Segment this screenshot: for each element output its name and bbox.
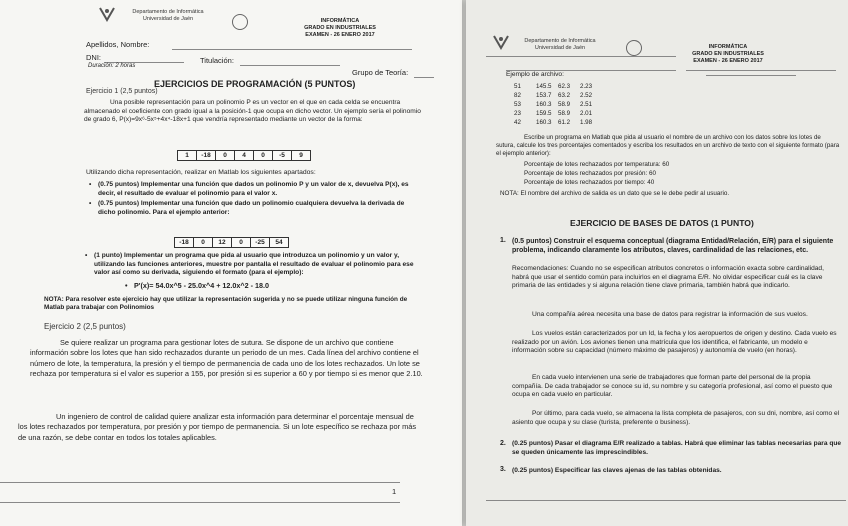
db-question-1: (0.5 puntos) Construir el esquema conceptual (diagrama Entidad/Relación, E/R) para el siguiente problema, indicando claramente los atributos, claves, cardinalidad de las relaciones, etc.	[512, 238, 834, 254]
task-1: • (0.75 puntos) Implementar una función que dados un polinomio P y un valor de x, devuelva P(x), es decir, el resultado de evaluar el polinomio para el valor x.	[98, 181, 418, 198]
flights-paragraph: Los vuelos están caracterizados por un Id, la fecha y los aeropuertos de origen y destino. Cada vuelo es realizado por un avión. Los aviones tienen una matrícula que los identifica, el fabricante, un modelo e información sobre su capacidad (número máximo de pasajeros) y autonomía de vuelo (en horas).	[512, 330, 837, 355]
file-cell: 160.3	[536, 101, 552, 108]
file-cell: 63.2	[558, 92, 571, 99]
file-cell: 23	[514, 110, 521, 117]
duration-text: Duración: 2 horas	[88, 63, 136, 69]
company-paragraph: Una compañía aérea necesita una base de datos para registrar la información de sus vuelos.	[532, 311, 808, 318]
file-row	[514, 92, 602, 100]
file-cell: 58.9	[558, 110, 571, 117]
task-3: • (1 punto) Implementar un programa que pida al usuario que introduzca un polinomio y un valor y, utilizando las funciones anteriores, muestre por pantalla el resultado de evaluar el polinomio para ese valor así como su derivada, siguiendo el formato (para el ejemplo):	[94, 252, 424, 278]
vector-cell: -18	[197, 151, 216, 161]
university-seal-icon	[232, 14, 248, 30]
exam-header: INFORMÁTICA GRADO EN INDUSTRIALES EXAMEN - 26 ENERO 2017	[692, 44, 764, 64]
vector-cell: 54	[270, 238, 289, 248]
derivative-vector	[174, 237, 289, 248]
group-label: Grupo de Teoría:	[352, 68, 409, 77]
vector-cell: 0	[232, 238, 251, 248]
file-row	[514, 119, 602, 127]
file-example-label: Ejemplo de archivo:	[506, 71, 564, 78]
file-cell: 160.3	[536, 119, 552, 126]
file-cell: 62.3	[558, 83, 571, 90]
polynomial-vector	[177, 150, 311, 161]
vector-cell: 9	[292, 151, 311, 161]
degree-label: Titulación:	[200, 56, 234, 65]
vector-cell: 0	[254, 151, 273, 161]
vector-cell: 4	[235, 151, 254, 161]
exercise-2-analysis: Un ingeniero de control de calidad quiere analizar esta información para determinar el porcentaje mensual de los lotes rechazados por temperatura, por presión y por tiempo de permanencia. Si un lote específico se rechaza por más de una razón, se debe contar en todos los totales aplicables.	[18, 412, 417, 442]
vector-cell: 0	[216, 151, 235, 161]
recommendations: Recomendaciones: Cuando no se especifican atributos concretos o información exacta sobre cardinalidad, habrá que usar el sentido común para incluirlos en el diagrama E/R. No olvidar especificar cuál es la clave primaria de las entidades y si alguna relación tiene clave primaria, también habrá que indicarlo.	[512, 265, 824, 290]
file-cell: 1.98	[580, 119, 593, 126]
file-row	[514, 110, 602, 118]
file-cell: 2.23	[580, 83, 593, 90]
file-cell: 61.2	[558, 119, 571, 126]
output-line-temperature: Porcentaje de lotes rechazados por temperatura: 60	[524, 161, 670, 168]
vector-cell: -25	[251, 238, 270, 248]
dni-label: DNI:	[86, 53, 101, 62]
db-question-3: (0.25 puntos) Especificar las claves ajenas de las tablas obtenidas.	[512, 467, 722, 474]
file-row	[514, 101, 602, 109]
page-number: 1	[392, 487, 397, 496]
file-cell: 159.5	[536, 110, 552, 117]
formula-example: • P'(x)= 54.0x^5 - 25.0x^4 + 12.0x^2 - 18.0	[134, 281, 269, 290]
write-program-text: Escribe un programa en Matlab que pida al usuario el nombre de un archivo con los datos sobre los lotes de sutura, calcule los tres porcentajes comentados y escriba los resultados en un archivo de texto con el siguiente formato (para el ejemplo anterior):	[496, 134, 840, 157]
department-name: Departamento de Informática Universidad de Jaén	[524, 38, 596, 51]
database-section-title: EJERCICIO DE BASES DE DATOS (1 PUNTO)	[570, 218, 754, 228]
passengers-paragraph: Por último, para cada vuelo, se almacena la lista completa de pasajeros, con su dni, nombre, así como el asiento que ocupa y su clase (turista, preferente o business).	[512, 410, 840, 426]
right-note: NOTA: El nombre del archivo de salida es un dato que se le debe pedir al usuario.	[500, 190, 730, 197]
file-cell: 53	[514, 101, 521, 108]
file-cell: 42	[514, 119, 521, 126]
workers-paragraph: En cada vuelo intervienen una serie de trabajadores que forman parte del personal de la propia compañía. De cada trabajador se conoce su id, su nombre y su categoría profesional, así como el puesto que ocupa en cada vuelo en particular.	[512, 374, 833, 399]
university-logo-icon	[492, 34, 510, 50]
vector-cell: -18	[175, 238, 194, 248]
vector-cell: -5	[273, 151, 292, 161]
output-line-time: Porcentaje de lotes rechazados por tiempo: 40	[524, 179, 655, 186]
exercise-1-intro: Una posible representación para un polinomio P es un vector en el que en cada celda se encuentra almacenado el coeficiente con grado igual a la posición-1 que ocupa en dicho vector. Un ejemplo sería el polinomio de grado 6, P(x)=9x⁶-5x⁵+4x⁴-18x+1 que vendría representado mediante un vector de la forma:	[84, 99, 421, 124]
output-line-pressure: Porcentaje de lotes rechazados por presión: 60	[524, 170, 656, 177]
department-name: Departamento de Informática Universidad de Jaén	[132, 9, 204, 22]
university-seal-icon	[626, 40, 642, 56]
file-cell: 58.9	[558, 101, 571, 108]
exercise-2-description: Se quiere realizar un programa para gestionar lotes de sutura. Se dispone de un archivo que contiene información sobre los lotes que han sido rechazados durante un periodo de un mes. Cada línea del archivo contiene el número de lote, la temperatura, la presión y el tiempo de permanencia de cada uno de los lotes rechazados. Un lote se rechaza por temperatura si el valor es superior a 155, por presión si es superior a 60 y por tiempo si es menor que 2.10.	[30, 338, 423, 379]
university-logo-icon	[98, 6, 116, 22]
db-question-2: (0.25 puntos) Pasar el diagrama E/R realizado a tablas. Habrá que eliminar las tablas necesarias para que se queden únicamente las imprescindibles.	[512, 440, 842, 456]
exercise-1-note: NOTA: Para resolver este ejercicio hay que utilizar la representación sugerida y no se puede utilizar ninguna función de Matlab para trabajar con Polinomios	[44, 296, 408, 312]
vector-cell: 12	[213, 238, 232, 248]
exercise-2-title: Ejercicio 2 (2,5 puntos)	[44, 322, 126, 331]
using-representation-text: Utilizando dicha representación, realizar en Matlab los siguientes apartados:	[86, 169, 316, 176]
file-cell: 145.5	[536, 83, 552, 90]
task-2: • (0.75 puntos) Implementar una función que dado un polinomio cualquiera devuelva la derivada de dicho polinomio. Para el ejemplo anterior:	[98, 200, 418, 217]
file-cell: 82	[514, 92, 521, 99]
programming-section-title: EJERCICIOS DE PROGRAMACIÓN (5 PUNTOS)	[154, 79, 356, 89]
vector-cell: 0	[194, 238, 213, 248]
file-row	[514, 83, 602, 91]
exam-header: INFORMÁTICA GRADO EN INDUSTRIALES EXAMEN - 26 ENERO 2017	[304, 18, 376, 38]
file-cell: 153.7	[536, 92, 552, 99]
exercise-1-title: Ejercicio 1 (2,5 puntos)	[86, 88, 158, 95]
file-cell: 2.52	[580, 92, 593, 99]
file-cell: 2.51	[580, 101, 593, 108]
vector-cell: 1	[178, 151, 197, 161]
file-cell: 2.01	[580, 110, 593, 117]
surname-label: Apellidos, Nombre:	[86, 40, 150, 49]
file-cell: 51	[514, 83, 521, 90]
exam-page-right: Departamento de Informática Universidad de Jaén INFORMÁTICA GRADO EN INDUSTRIALES EXAMEN - 26 ENERO 2017 Ejemplo de archivo: 51 145.5 62.3 2.23 82 153.7 63.2 2.52 53 160.3 58.9 2.51 23 159.5 58.9 2.01 42 160.3 61.2 1.98 Escribe un programa en Matlab que pida al usuario el nombre de un archivo con los datos sobre los lotes de sutura, calcule los tres porcentajes comentados y escriba los resultados en un archivo de texto con el siguiente formato (para el ejemplo anterior): Porcentaje de lotes rechazados por temperatura: 60 Porcentaje de lotes rechazados por presión: 60 Porcentaje de lotes rechazados por tiempo: 40 NOTA: El nombre del archivo de salida es un dato que se le debe pedir al usuario. EJERCICIO DE BASES DE DATOS (1 PUNTO) 1. (0.5 puntos) Construir el esquema conceptual (diagrama Entidad/Relación, E/R) para el siguiente problema, indicando claramente los atributos, claves, cardinalidad de las relaciones, etc. Recomendaciones: Cuando no se especifican atributos concretos o información exacta sobre cardinalidad, habrá que usar el sentido común para incluirlos en el diagrama E/R. No olvidar especificar cuál es la clave primaria de las entidades y si alguna relación tiene clave primaria, también habrá que indicarlo. Una compañía aérea necesita una base de datos para registrar la información de sus vuelos. Los vuelos están caracterizados por un Id, la fecha y los aeropuertos de origen y destino. Cada vuelo es realizado por un avión. Los aviones tienen una matrícula que los identifica, el fabricante, un modelo e información sobre su capacidad (número máximo de pasajeros) y autonomía de vuelo (en horas). En cada vuelo intervienen una serie de trabajadores que forman parte del personal de la propia compañía. De cada trabajador se conoce su id, su nombre y su categoría profesional, así como el puesto que ocupa en cada vuelo en particular. Por último, para cada vuelo, se almacena la lista completa de pasajeros, con su dni, nombre, así como el asiento que ocupa y su clase (turista, preferente o business). 2. (0.25 puntos) Pasar el diagrama E/R realizado a tablas. Habrá que eliminar las tablas necesarias para que se queden únicamente las imprescindibles. 3. (0.25 puntos) Especificar las claves ajenas de las tablas obtenidas.	[466, 0, 848, 526]
